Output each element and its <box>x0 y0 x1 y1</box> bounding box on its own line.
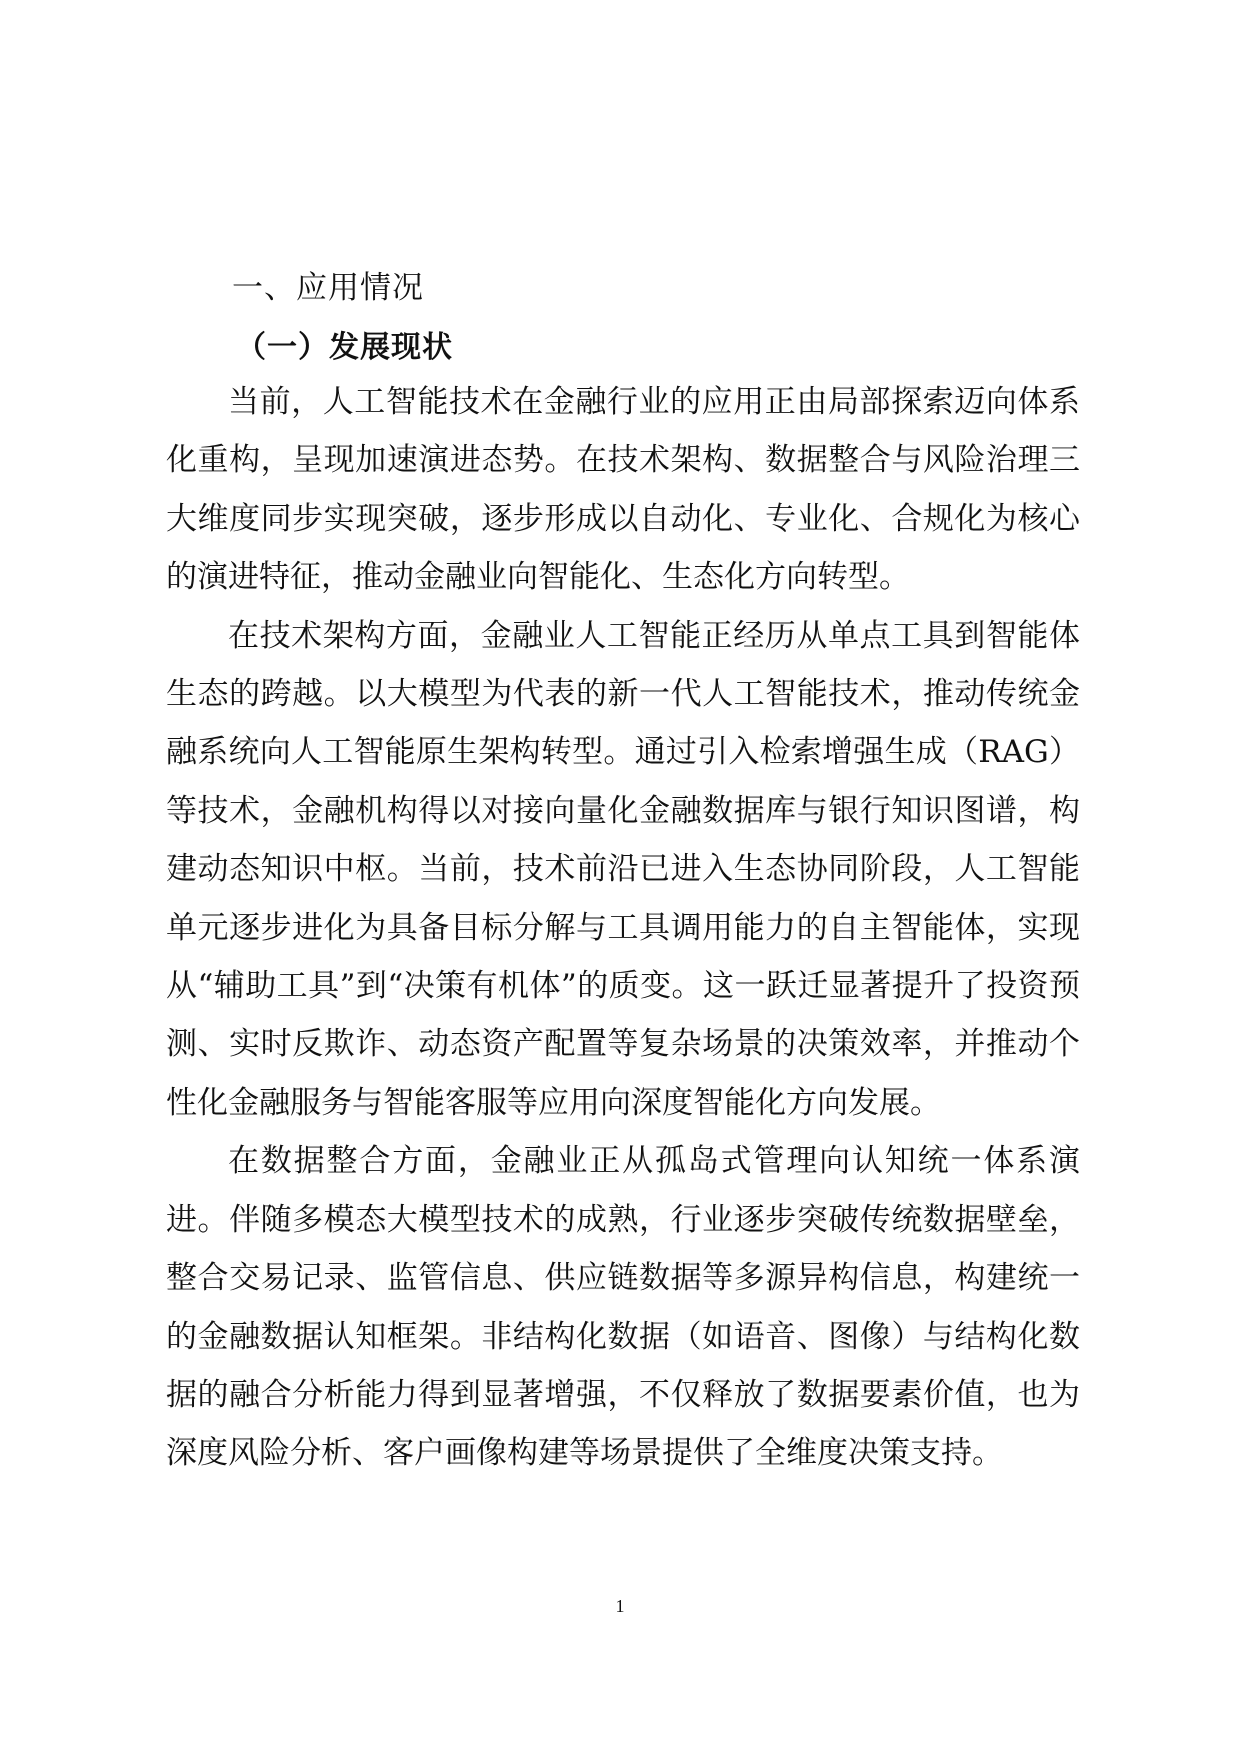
subsection-heading: （一）发展现状 <box>236 330 453 365</box>
page-number: 1 <box>615 1596 625 1616</box>
paragraph-overview: 当前，人工智能技术在金融行业的应用正由局部探索迈向体系化重构，呈现加速演进态势。在技术架构、数据整合与风险治理三大维度同步实现突破，逐步形成以自动化、专业化、合规化为核心的演进特征，推动金融业向智能化、生态化方向转型。 <box>166 384 1080 596</box>
paragraph-data-integration: 在数据整合方面，金融业正从孤岛式管理向认知统一体系演进。伴随多模态大模型技术的成熟，行业逐步突破传统数据壁垒，整合交易记录、监管信息、供应链数据等多源异构信息，构建统一的金融数据认知框架。非结构化数据（如语音、图像）与结构化数据的融合分析能力得到显著增强，不仅释放了数据要素价值，也为深度风险分析、客户画像构建等场景提供了全维度决策支持。 <box>166 1143 1080 1472</box>
paragraph-tech-architecture: 在技术架构方面，金融业人工智能正经历从单点工具到智能体生态的跨越。以大模型为代表的新一代人工智能技术，推动传统金融系统向人工智能原生架构转型。通过引入检索增强生成（RAG）等技术，金融机构得以对接向量化金融数据库与银行知识图谱，构建动态知识中枢。当前，技术前沿已进入生态协同阶段，人工智能单元逐步进化为具备目标分解与工具调用能力的自主智能体，实现从“辅助工具”到“决策有机体”的质变。这一跃迁显著提升了投资预测、实时反欺诈、动态资产配置等复杂场景的决策效率，并推动个性化金融服务与智能客服等应用向深度智能化方向发展。 <box>166 617 1080 1121</box>
body-text <box>166 373 1080 1483</box>
section-heading: 一、应用情况 <box>232 270 424 306</box>
